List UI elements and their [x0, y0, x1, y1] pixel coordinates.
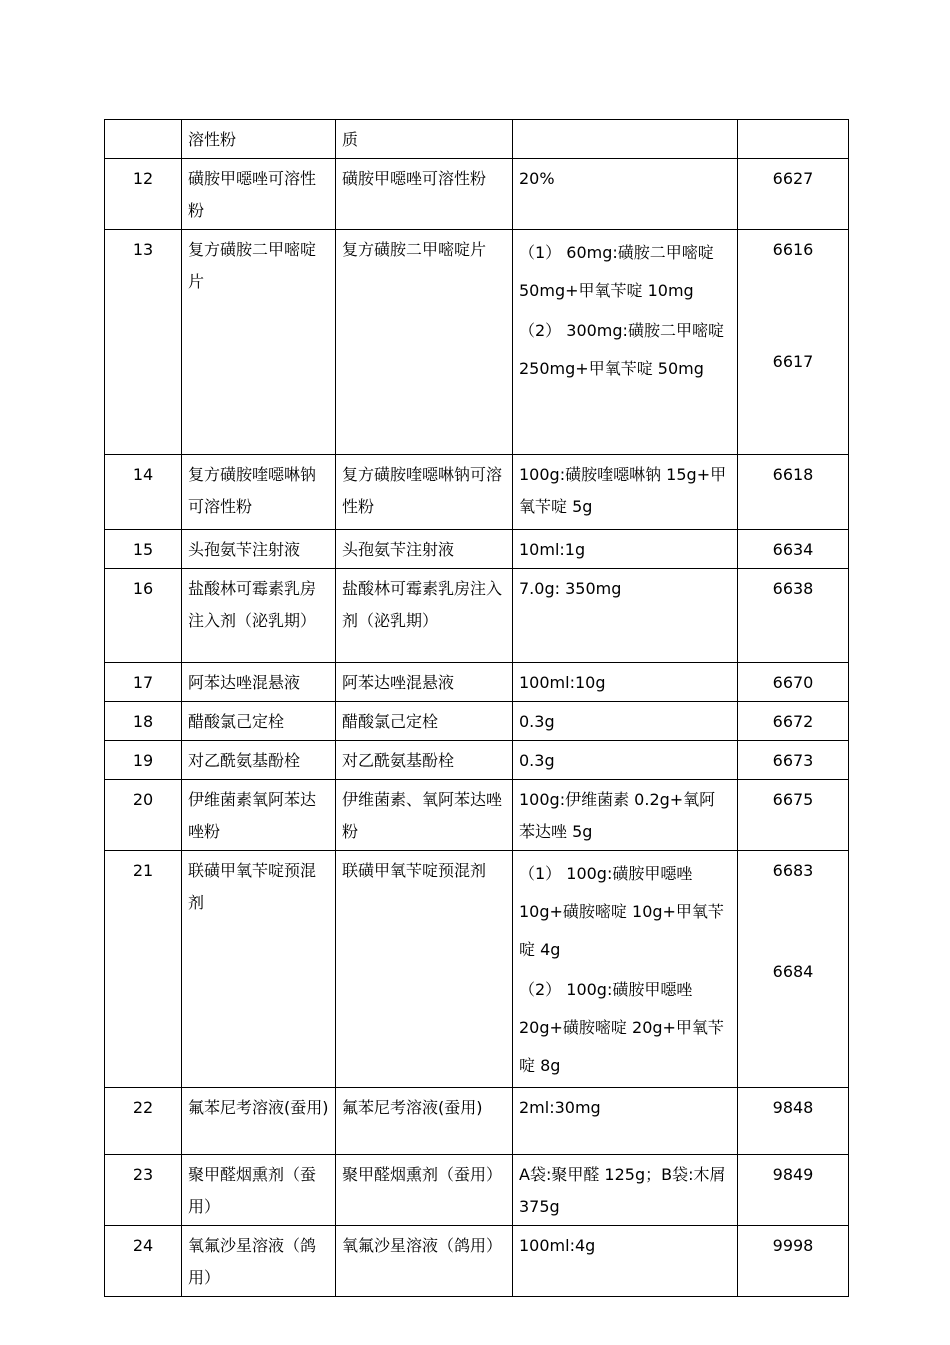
specification-text: 100ml:4g	[519, 1236, 596, 1255]
row-number-cell: 20	[105, 780, 182, 851]
approval-code-cell	[738, 120, 849, 159]
product-name-cell: 对乙酰氨基酚栓	[182, 741, 336, 780]
approval-code-text: 6683	[772, 861, 814, 880]
table-row	[105, 1155, 849, 1226]
approval-code-text: 9849	[772, 1165, 814, 1184]
generic-name-cell: 阿苯达唑混悬液	[336, 663, 513, 702]
approval-code-cell	[738, 230, 849, 455]
generic-name-cell: 醋酸氯己定栓	[336, 702, 513, 741]
drug-table-body	[105, 120, 849, 1297]
row-number-cell: 13	[105, 230, 182, 455]
generic-name-cell: 聚甲醛烟熏剂（蚕用）	[336, 1155, 513, 1226]
product-name-cell: 盐酸林可霉素乳房注入剂（泌乳期）	[182, 569, 336, 663]
generic-name-cell: 氧氟沙星溶液（鸽用）	[336, 1226, 513, 1297]
row-number-cell: 19	[105, 741, 182, 780]
specification-text: （2） 100g:磺胺甲噁唑 20g+磺胺嘧啶 20g+甲氧苄啶 8g	[519, 980, 724, 1075]
approval-code-cell	[738, 741, 849, 780]
specification-cell	[513, 455, 738, 530]
specification-text: A袋:聚甲醛 125g；B袋:木屑 375g	[519, 1165, 726, 1216]
product-name-cell: 复方磺胺喹噁啉钠可溶性粉	[182, 455, 336, 530]
approval-code-text: 6618	[772, 465, 814, 484]
generic-name-cell: 盐酸林可霉素乳房注入剂（泌乳期）	[336, 569, 513, 663]
specification-cell	[513, 702, 738, 741]
table-row	[105, 741, 849, 780]
product-name-cell: 伊维菌素氧阿苯达唑粉	[182, 780, 336, 851]
approval-code-text: 6684	[772, 962, 814, 981]
generic-name-cell: 氟苯尼考溶液(蚕用)	[336, 1088, 513, 1155]
product-name-cell: 氟苯尼考溶液(蚕用)	[182, 1088, 336, 1155]
table-row	[105, 569, 849, 663]
specification-text: 100g:伊维菌素 0.2g+氧阿苯达唑 5g	[519, 790, 716, 841]
table-row	[105, 780, 849, 851]
specification-cell	[513, 663, 738, 702]
product-name-cell: 阿苯达唑混悬液	[182, 663, 336, 702]
table-row	[105, 159, 849, 230]
generic-name-cell: 复方磺胺二甲嘧啶片	[336, 230, 513, 455]
table-row	[105, 455, 849, 530]
row-number-cell: 22	[105, 1088, 182, 1155]
specification-cell	[513, 741, 738, 780]
row-number-cell	[105, 120, 182, 159]
product-name-cell: 复方磺胺二甲嘧啶片	[182, 230, 336, 455]
generic-name-cell: 复方磺胺喹噁啉钠可溶性粉	[336, 455, 513, 530]
specification-cell	[513, 569, 738, 663]
approval-code-cell	[738, 663, 849, 702]
specification-text: 100g:磺胺喹噁啉钠 15g+甲氧苄啶 5g	[519, 465, 727, 516]
specification-text: 20%	[519, 169, 555, 188]
drug-table	[104, 119, 849, 1297]
specification-cell	[513, 1088, 738, 1155]
specification-cell	[513, 1226, 738, 1297]
approval-code-text: 6673	[772, 751, 814, 770]
specification-cell	[513, 530, 738, 569]
table-row	[105, 1226, 849, 1297]
row-number-cell: 23	[105, 1155, 182, 1226]
specification-text: （2） 300mg:磺胺二甲嘧啶 250mg+甲氧苄啶 50mg	[519, 321, 724, 378]
generic-name-cell: 联磺甲氧苄啶预混剂	[336, 851, 513, 1088]
approval-code-text: 9998	[772, 1236, 814, 1255]
approval-code-text: 6670	[772, 673, 814, 692]
row-number-cell: 21	[105, 851, 182, 1088]
product-name-cell: 氧氟沙星溶液（鸽用）	[182, 1226, 336, 1297]
specification-cell	[513, 159, 738, 230]
product-name-cell: 溶性粉	[182, 120, 336, 159]
approval-code-text: 6617	[772, 352, 814, 371]
table-row	[105, 663, 849, 702]
specification-text: 7.0g: 350mg	[519, 579, 622, 598]
specification-text: 2ml:30mg	[519, 1098, 601, 1117]
approval-code-cell	[738, 780, 849, 851]
generic-name-cell: 质	[336, 120, 513, 159]
approval-code-cell	[738, 530, 849, 569]
row-number-cell: 17	[105, 663, 182, 702]
approval-code-text: 6672	[772, 712, 814, 731]
specification-text: 10ml:1g	[519, 540, 586, 559]
specification-cell	[513, 120, 738, 159]
approval-code-text: 9848	[772, 1098, 814, 1117]
approval-code-cell	[738, 455, 849, 530]
product-name-cell: 聚甲醛烟熏剂（蚕用）	[182, 1155, 336, 1226]
product-name-cell: 联磺甲氧苄啶预混剂	[182, 851, 336, 1088]
specification-text: （1） 100g:磺胺甲噁唑 10g+磺胺嘧啶 10g+甲氧苄啶 4g	[519, 864, 724, 959]
approval-code-cell	[738, 1088, 849, 1155]
approval-code-cell	[738, 851, 849, 1088]
generic-name-cell: 对乙酰氨基酚栓	[336, 741, 513, 780]
specification-text: 0.3g	[519, 751, 555, 770]
specification-cell	[513, 1155, 738, 1226]
approval-code-text: 6616	[772, 240, 814, 259]
specification-text: 0.3g	[519, 712, 555, 731]
specification-text: 100ml:10g	[519, 673, 606, 692]
row-number-cell: 18	[105, 702, 182, 741]
product-name-cell: 头孢氨苄注射液	[182, 530, 336, 569]
approval-code-cell	[738, 702, 849, 741]
generic-name-cell: 伊维菌素、氧阿苯达唑粉	[336, 780, 513, 851]
row-number-cell: 24	[105, 1226, 182, 1297]
table-row	[105, 530, 849, 569]
table-row	[105, 230, 849, 455]
specification-cell	[513, 230, 738, 455]
approval-code-cell	[738, 1226, 849, 1297]
table-row	[105, 851, 849, 1088]
approval-code-cell	[738, 569, 849, 663]
specification-cell	[513, 851, 738, 1088]
product-name-cell: 醋酸氯己定栓	[182, 702, 336, 741]
generic-name-cell: 头孢氨苄注射液	[336, 530, 513, 569]
specification-cell	[513, 780, 738, 851]
approval-code-text: 6627	[772, 169, 814, 188]
table-row	[105, 702, 849, 741]
approval-code-cell	[738, 1155, 849, 1226]
table-row	[105, 1088, 849, 1155]
approval-code-text: 6675	[772, 790, 814, 809]
generic-name-cell: 磺胺甲噁唑可溶性粉	[336, 159, 513, 230]
approval-code-text: 6638	[772, 579, 814, 598]
approval-code-cell	[738, 159, 849, 230]
approval-code-text: 6634	[772, 540, 814, 559]
product-name-cell: 磺胺甲噁唑可溶性粉	[182, 159, 336, 230]
row-number-cell: 12	[105, 159, 182, 230]
row-number-cell: 16	[105, 569, 182, 663]
table-row	[105, 120, 849, 159]
row-number-cell: 15	[105, 530, 182, 569]
specification-text: （1） 60mg:磺胺二甲嘧啶 50mg+甲氧苄啶 10mg	[519, 243, 714, 300]
row-number-cell: 14	[105, 455, 182, 530]
